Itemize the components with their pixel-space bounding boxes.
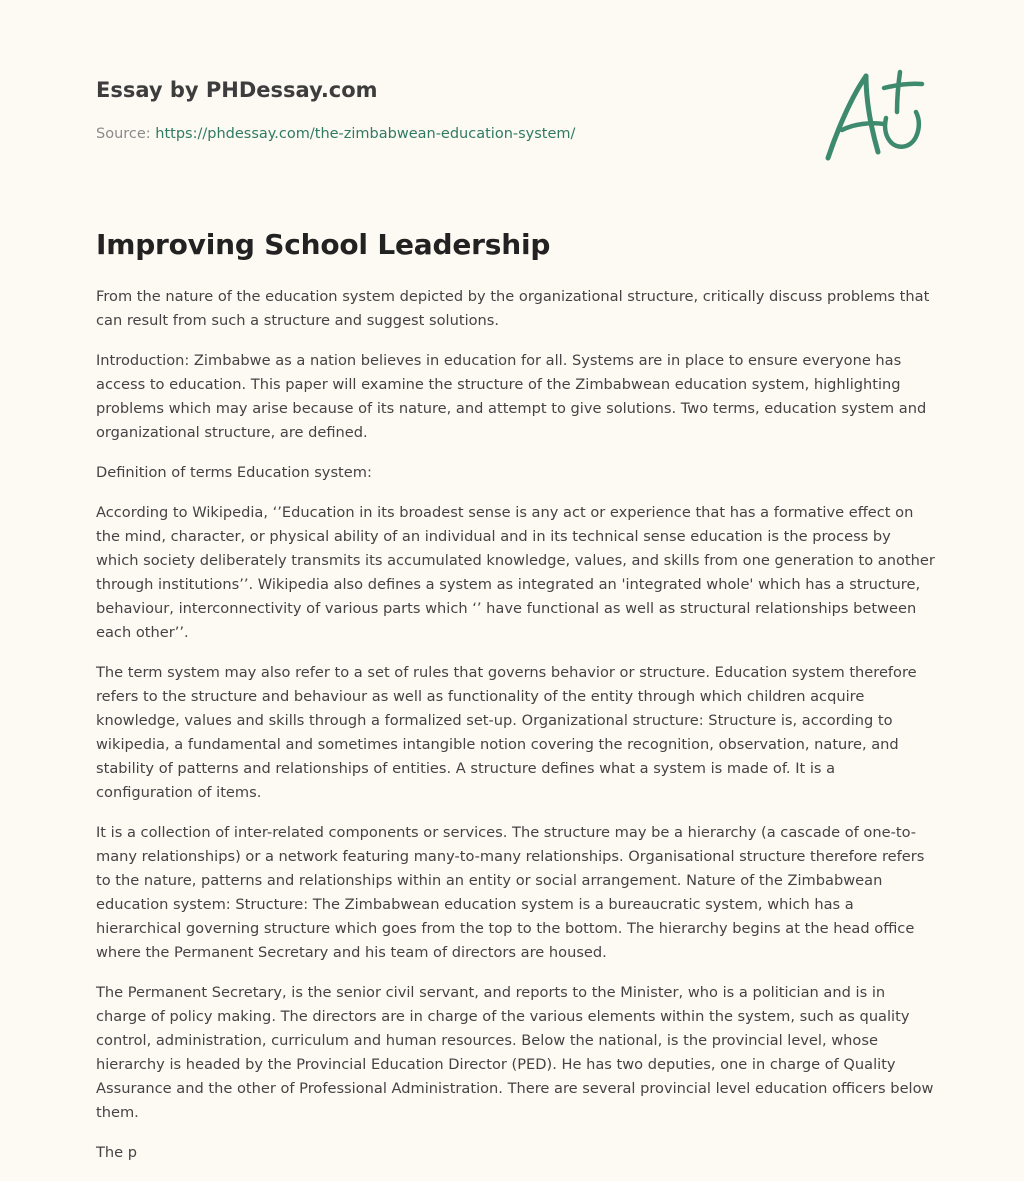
essay-paragraph: Definition of terms Education system: — [96, 464, 372, 481]
essay-paragraph: Introduction: Zimbabwe as a nation believes in education for all. Systems are in place to ensure everyone has access to education. This paper will examine the structure of the Zimbabwean education system, highlighting problems which may arise because of its nature, and attempt to give solutions. Two terms, education system and organizational structure, are defined. — [96, 352, 927, 441]
source-link[interactable]: https://phdessay.com/the-zimbabwean-education-system/ — [155, 126, 576, 142]
essay-title: Improving School Leadership — [96, 228, 551, 261]
essay-paragraph: The Permanent Secretary, is the senior civil servant, and reports to the Minister, who is a politician and is in charge of policy making. The directors are in charge of the various elements within the system, such as quality control, administration, curriculum and human resources. Below the national, is the provincial level, whose hierarchy is headed by the Provincial Education Director (PED). He has two deputies, one in charge of Quality Assurance and the other of Professional Administration. There are several provincial level education officers below them. — [96, 984, 934, 1121]
essay-body — [96, 285, 936, 1181]
page-header — [96, 76, 716, 144]
source-label: Source: — [96, 126, 156, 142]
site-brand: Essay by PHDessay.com — [96, 78, 378, 102]
essay-paragraph: The term system may also refer to a set of rules that governs behavior or structure. Education system therefore refers to the structure and behaviour as well as functionality of the entity through which children acquire knowledge, values and skills through a formalized set-up. Organizational structure: Structure is, according to wikipedia, a fundamental and sometimes intangible notion covering the recognition, observation, nature, and stability of patterns and relationships of entities. A structure defines what a system is made of. It is a configuration of items. — [96, 664, 917, 801]
essay-paragraph: It is a collection of inter-related components or services. The structure may be a hierarchy (a cascade of one-to-many relationships) or a network featuring many-to-many relationships. Organisational structure therefore refers to the nature, patterns and relationships within an entity or social arrangement. Nature of the Zimbabwean education system: Structure: The Zimbabwean education system is a bureaucratic system, which has a hierarchical governing structure which goes from the top to the bottom. The hierarchy begins at the head office where the Permanent Secretary and his team of directors are housed. — [96, 824, 925, 961]
source-line — [96, 124, 716, 144]
essay-paragraph-truncated: The p — [96, 1144, 138, 1161]
a-plus-grade-icon — [818, 66, 930, 166]
essay-paragraph: From the nature of the education system depicted by the organizational structure, critically discuss problems that can result from such a structure and suggest solutions. — [96, 288, 930, 329]
essay-paragraph: According to Wikipedia, ‘’Education in its broadest sense is any act or experience that has a formative effect on the mind, character, or physical ability of an individual and in its technical sense education is the process by which society deliberately transmits its accumulated knowledge, values, and skills from one generation to another through institutions’’. Wikipedia also defines a system as integrated an 'integrated whole' which has a structure, behaviour, interconnectivity of various parts which ‘’ have functional as well as structural relationships between each other’’. — [96, 504, 935, 641]
